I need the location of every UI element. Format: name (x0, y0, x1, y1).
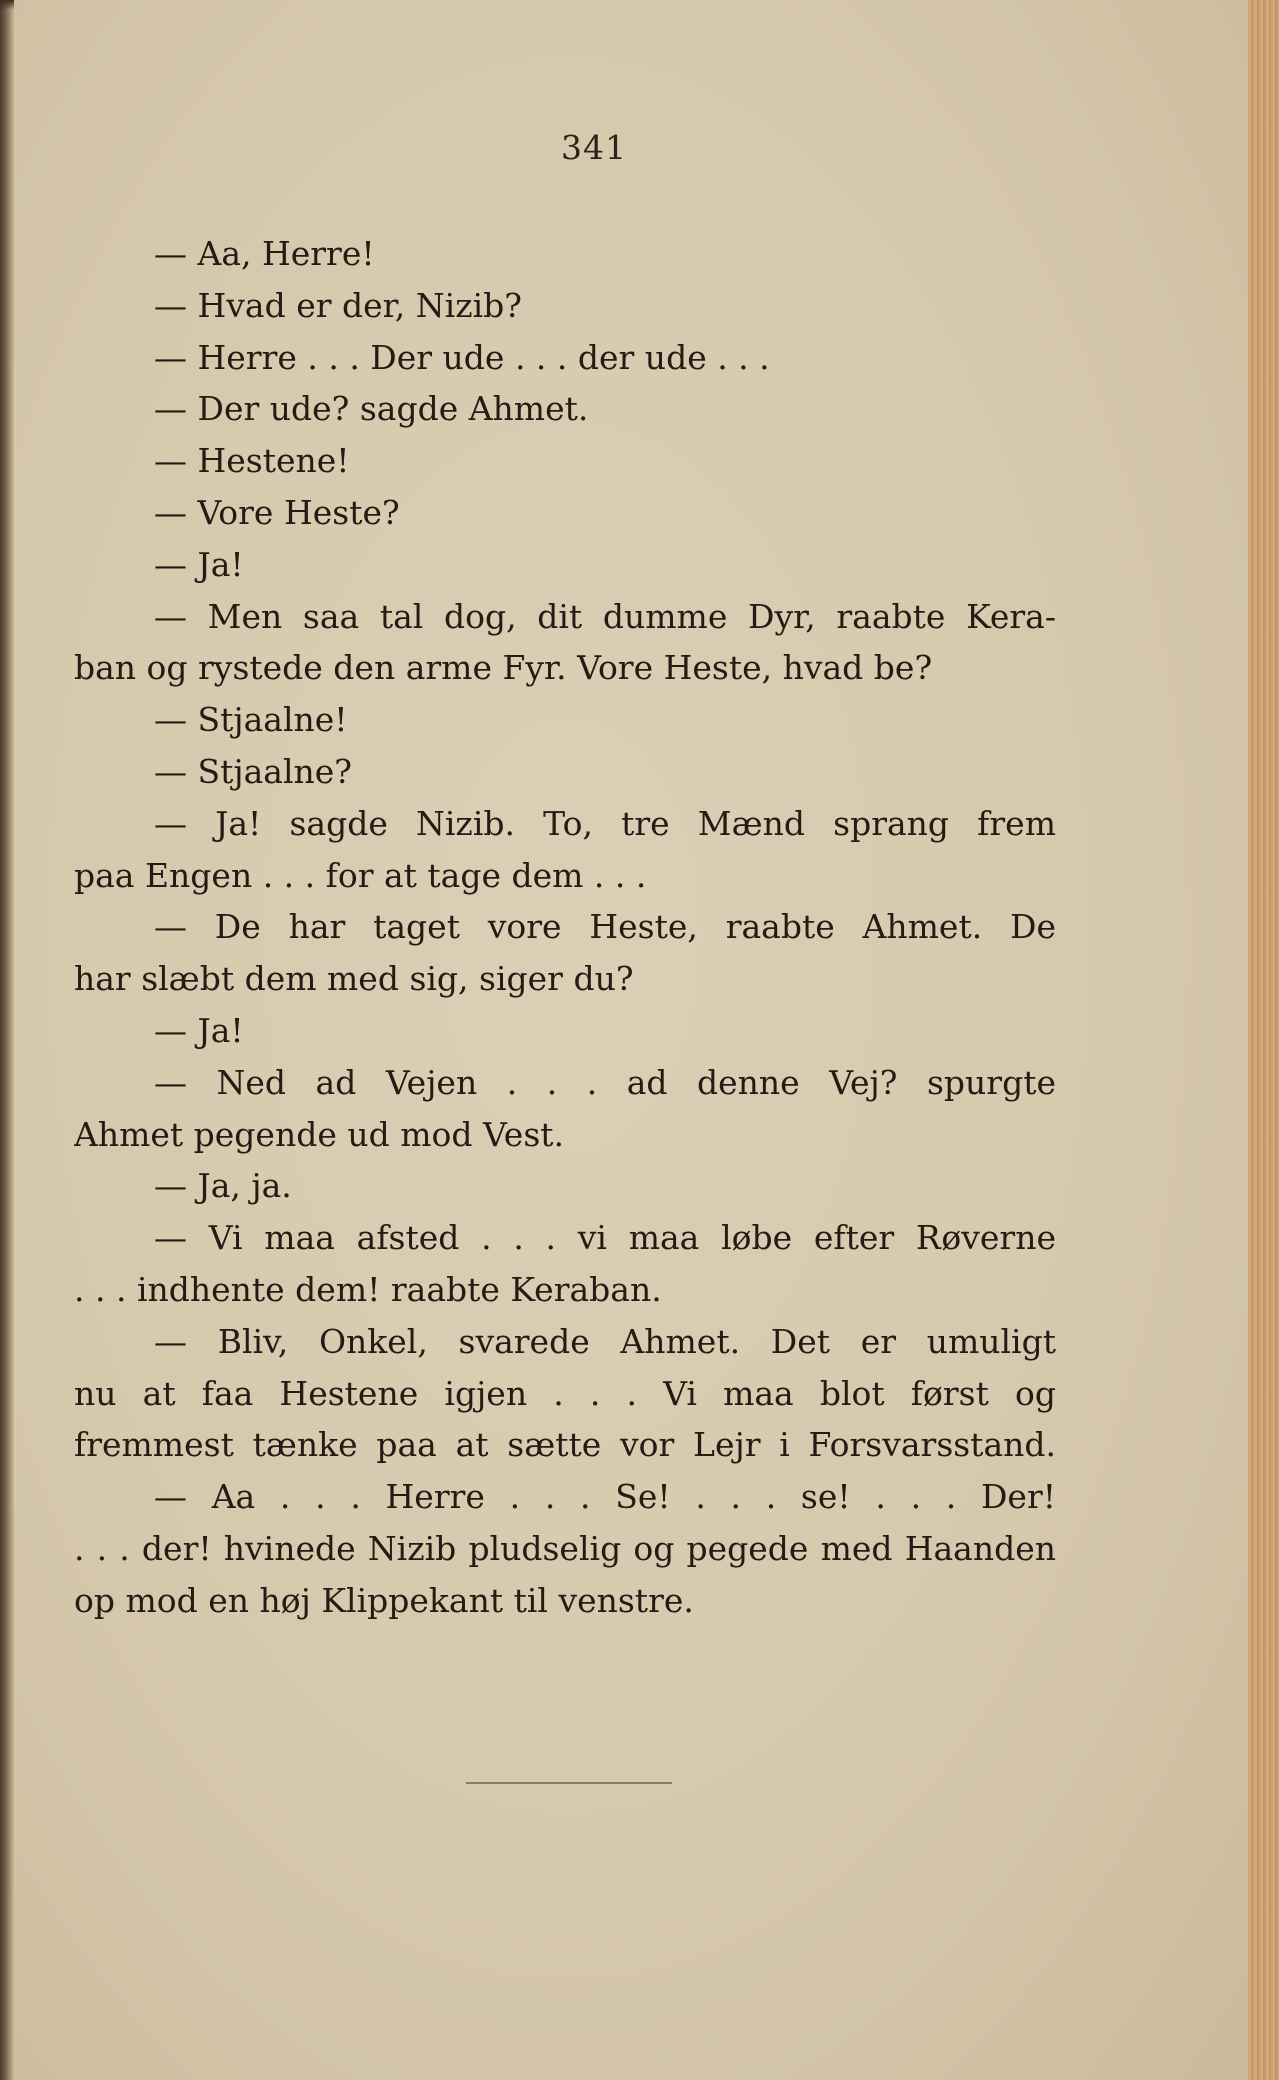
text-line: . . . der! hvinede Nizib pludselig og pegede med Haanden (74, 1528, 1056, 1568)
text-line: — Ja, ja. (154, 1166, 292, 1206)
text-line: — Men saa tal dog, dit dumme Dyr, raabte Kera- (154, 596, 1056, 636)
text-line: — Vi maa afsted . . . vi maa løbe efter Røverne (154, 1218, 1056, 1258)
text-line: — Ned ad Vejen . . . ad denne Vej? spurgte (154, 1062, 1056, 1102)
text-line: — Ja! (154, 1010, 244, 1050)
text-line: — Bliv, Onkel, svarede Ahmet. Det er umuligt (154, 1321, 1056, 1361)
book-page (14, 0, 1248, 2080)
page-edges (1248, 0, 1279, 2080)
text-line: har slæbt dem med sig, siger du? (74, 959, 634, 999)
section-divider (466, 1782, 672, 1784)
text-line: fremmest tænke paa at sætte vor Lejr i Forsvarsstand. (74, 1425, 1056, 1465)
text-line: — Der ude? sagde Ahmet. (154, 389, 589, 429)
page-number: 341 (561, 128, 627, 167)
text-line: — Stjaalne? (154, 751, 352, 791)
text-line: — De har taget vore Heste, raabte Ahmet. De (154, 907, 1056, 947)
text-line: paa Engen . . . for at tage dem . . . (74, 855, 647, 895)
text-line: nu at faa Hestene igjen . . . Vi maa blot først og (74, 1373, 1056, 1413)
text-line: — Ja! (154, 544, 244, 584)
text-line: ban og rystede den arme Fyr. Vore Heste, hvad be? (74, 648, 933, 688)
text-line: — Ja! sagde Nizib. To, tre Mænd sprang frem (154, 803, 1056, 843)
text-line: — Aa . . . Herre . . . Se! . . . se! . . . Der! (154, 1477, 1056, 1517)
text-line: — Aa, Herre! (154, 234, 375, 273)
text-line: op mod en høj Klippekant til venstre. (74, 1580, 694, 1620)
text-line: — Stjaalne! (154, 700, 348, 740)
text-line: — Hestene! (154, 441, 350, 481)
text-line: — Herre . . . Der ude . . . der ude . . . (154, 337, 770, 377)
text-line: . . . indhente dem! raabte Keraban. (74, 1269, 662, 1309)
text-line: Ahmet pegende ud mod Vest. (74, 1114, 565, 1154)
text-line: — Hvad er der, Nizib? (154, 285, 522, 325)
text-block (74, 228, 1056, 1627)
text-line: — Vore Heste? (154, 492, 400, 532)
